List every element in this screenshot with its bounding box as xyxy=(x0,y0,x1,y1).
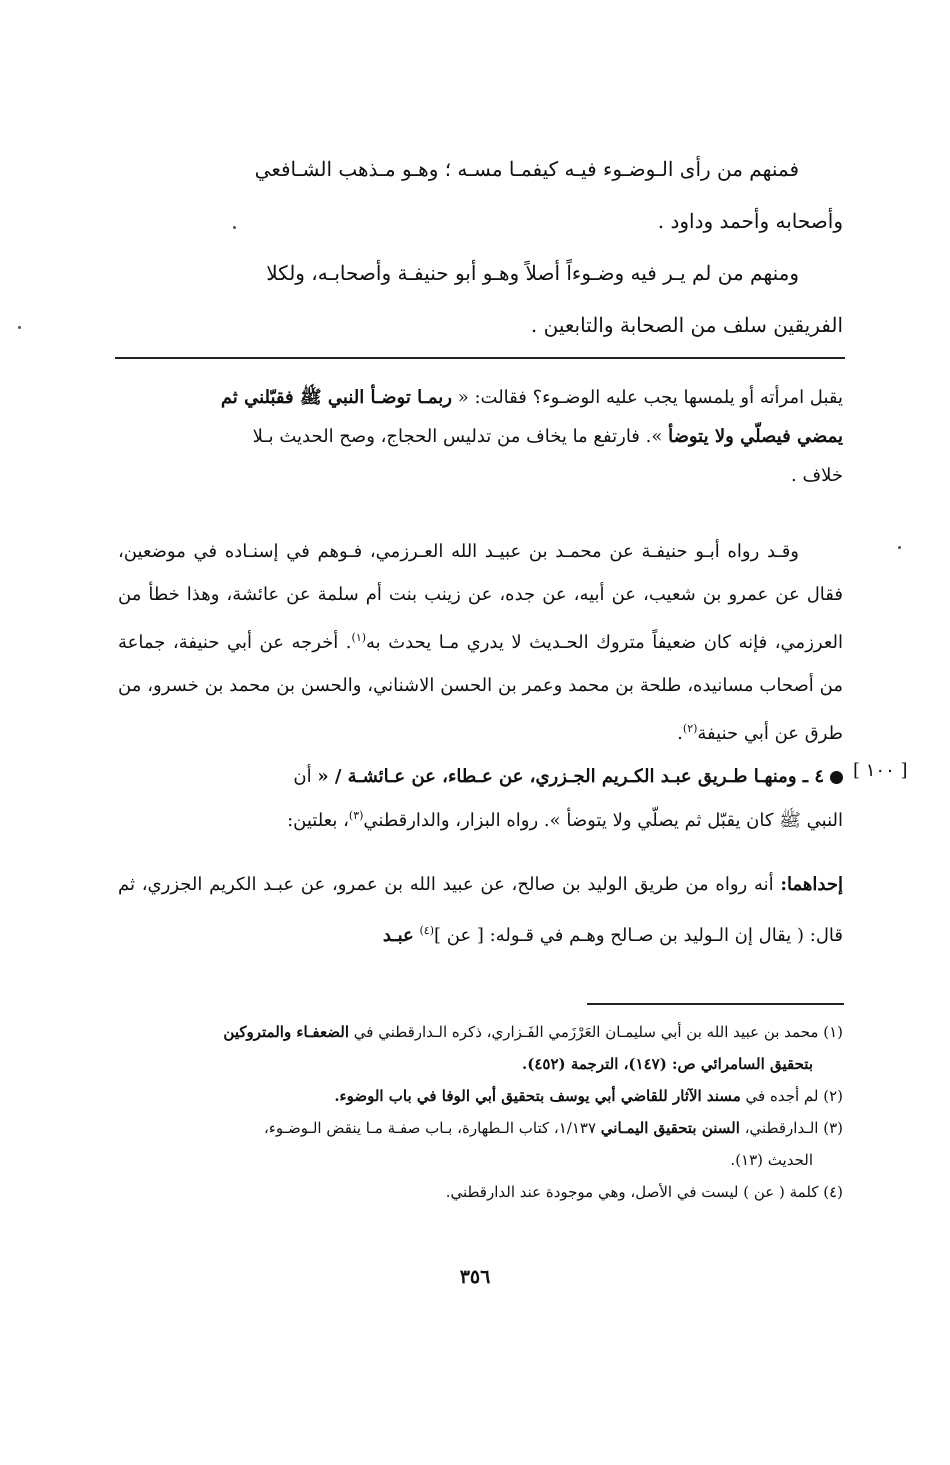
item-4 xyxy=(118,757,843,840)
footnote-4: (٤) كلمة ( عن ) ليست في الأصل، وهي موجودة عند الدارقطني. xyxy=(445,1183,843,1201)
scan-speck xyxy=(233,226,236,229)
footnote-3 xyxy=(115,1113,843,1143)
main-text xyxy=(118,143,843,351)
item4-heading: ٤ ـ ومنهـا طـريق عبـد الكـريم الجـزري، عن عـطاء، عن عـائشـة / « xyxy=(317,766,824,787)
item4-line2-end: ، بعلتين: xyxy=(287,810,349,831)
footnote-divider xyxy=(587,1003,844,1005)
item4-line2 xyxy=(118,796,843,840)
section-divider xyxy=(115,357,845,359)
footnote-3-cont: الحديث (١٣). xyxy=(730,1151,813,1169)
page-number: ٣٥٦ xyxy=(459,1266,491,1288)
continuation-line1-quote: ربمـا توضـأ النبي ﷺ فقبّلني ثم xyxy=(220,387,452,408)
footnote-3-detail: ١/١٣٧، كتاب الـطهارة، بـاب صفـة مـا ينقض الـوضـوء، xyxy=(263,1119,597,1137)
item4-line1 xyxy=(118,757,843,796)
bullet-icon xyxy=(830,771,843,784)
footnotes xyxy=(115,1017,843,1209)
continuation-line2-quote: يمضي فيصلّي ولا يتوضأ xyxy=(668,426,843,447)
footnote-ref-4: (٤) xyxy=(419,924,434,937)
first-issue-text xyxy=(118,862,843,959)
narration-end: . xyxy=(677,723,683,744)
footnote-ref-2: (٢) xyxy=(682,722,698,735)
item4-narrators: ». رواه البزار، والدارقطني xyxy=(363,810,561,831)
continuation-text xyxy=(118,378,843,495)
scan-speck xyxy=(18,326,21,329)
main-para2-line2: الفريقين سلف من الصحابة والتابعين . xyxy=(530,313,843,337)
continuation-line2 xyxy=(118,417,843,456)
footnote-3-title: السنن بتحقيق اليمـاني xyxy=(600,1119,740,1137)
marginal-page-reference: [ ١٠٠ ] xyxy=(853,760,908,781)
footnote-ref-1: (١) xyxy=(351,631,367,644)
main-para1-line1: فمنهم من رأى الـوضـوء فيـه كيفمـا مسـه ؛ وهـو مـذهب الشـافعي xyxy=(254,157,799,181)
main-para1-line2: وأصحابه وأحمد وداود . xyxy=(657,209,843,233)
footnote-1 xyxy=(115,1017,843,1047)
continuation-line1 xyxy=(118,378,843,417)
footnote-2 xyxy=(115,1081,843,1111)
narration-text xyxy=(118,530,843,755)
narration-part2: . أخرجه عن أبي حنيفة، جماعة من أصحاب مسانيده، طلحة بن محمد وعمر بن الحسن الاشناني، والحسن بن محمد بن خسرو، من طرق عن أبي حنيفة xyxy=(118,632,843,744)
first-issue-paragraph xyxy=(118,862,843,959)
footnote-3-text: (٣) الـدارقطني، xyxy=(744,1119,843,1137)
item4-quote-start: أن xyxy=(293,766,312,787)
first-issue-label: إحداهما: xyxy=(780,874,843,895)
narration-paragraph xyxy=(118,530,843,755)
footnote-1-cont xyxy=(115,1049,843,1079)
footnote-1-detail: بتحقيق السامرائي ص: (١٤٧)، الترجمة (٤٥٢). xyxy=(522,1055,813,1073)
continuation-line2-plain: ». فارتفع ما يخاف من تدليس الحجاج، وصح الحديث بـلا xyxy=(252,426,663,447)
footnote-ref-3: (٣) xyxy=(348,809,364,822)
main-para2-line1: ومنهم من لم يـر فيه وضـوءاً أصلاً وهـو أبو حنيفـة وأصحابـه، ولكلا xyxy=(266,261,799,285)
first-issue-end: عبـد xyxy=(382,925,414,946)
footnote-2-title: مسند الآثار للقاضي أبي يوسف بتحقيق أبي الوفا في باب الوضوء. xyxy=(334,1087,741,1105)
footnote-1-text: (١) محمد بن عبيد الله بن أبي سليمـان العَرْزَمي الفَـزاري، ذكره الـدارقطني في xyxy=(353,1023,843,1041)
scan-speck xyxy=(898,546,901,549)
narration-part1: وقـد رواه أبـو حنيفـة عن محمـد بن عبيـد الله العـرزمي، فـوهم في إسنـاده في موضعين، فقال عن عمرو بن شعيب، عن أبيه، عن جده، عن زينب بنت أم سلمة عن عائشة، وهذا خطأ من العرزمي، فإنه كان ضعيفاً متروك الحـديث لا يدري مـا يحدث به xyxy=(118,541,843,653)
first-issue-body: أنه رواه من طريق الوليد بن صالح، عن عبيد الله بن عمرو، عن عبـد الكريم الجزري، ثم قال: ( يقال إن الـوليد بن صـالح وهـم في قـوله: [ عن ] xyxy=(118,874,843,946)
continuation-line1-plain: يقبل امرأته أو يلمسها يجب عليه الوضـوء؟ فقالت: « xyxy=(457,387,843,408)
footnote-1-title: الضعفـاء والمتروكين xyxy=(223,1023,350,1041)
footnote-2-text: (٢) لم أجده في xyxy=(745,1087,843,1105)
continuation-line3: خلاف . xyxy=(791,465,843,486)
item4-quote: النبي ﷺ كان يقبّل ثم يصلّي ولا يتوضأ xyxy=(566,810,843,831)
